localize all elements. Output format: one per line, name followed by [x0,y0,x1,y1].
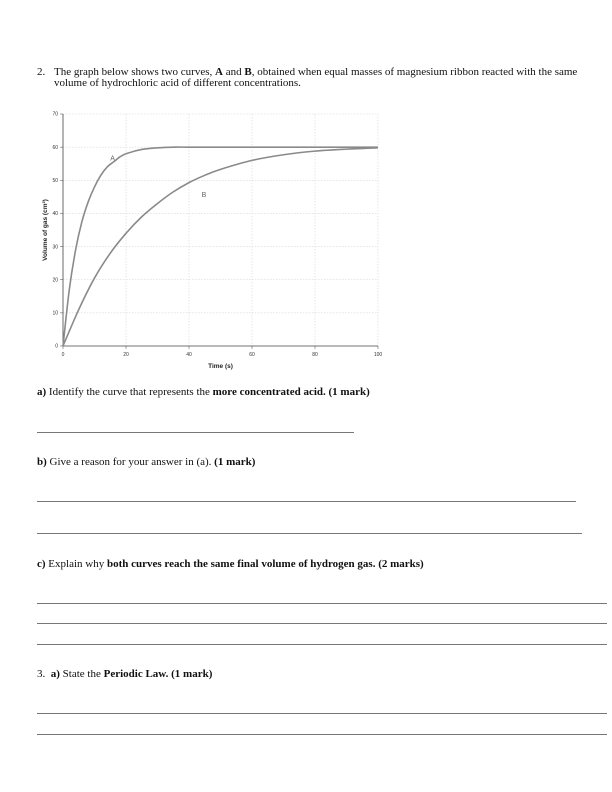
part-b-bold: (1 mark) [214,456,256,468]
question-3-answer-line-2[interactable] [37,734,607,735]
y-axis-title: Volume of gas (cm³) [42,199,49,261]
part-a-bold: more concentrated acid. (1 mark) [212,386,370,398]
curve-b [63,148,378,346]
question-2-number: 2. [37,66,46,78]
question-3-answer-line-1[interactable] [37,713,607,714]
part-c-answer-line-1[interactable] [37,603,607,604]
question-2-text: The graph below shows two curves, A and B, obtained when equal masses of magnesium ribbon reacted with the same volume of hydrochloric acid of different concentrations. [54,66,578,89]
x-tick-label: 20 [123,352,129,358]
volume-time-chart [28,102,398,372]
y-tick-label: 50 [52,177,58,184]
question-3-a-label: a) [50,668,60,680]
part-b-label: b) [37,456,47,468]
y-tick-label: 0 [55,343,58,350]
x-axis-title: Time (s) [208,363,233,370]
y-tick-label: 30 [52,244,58,251]
part-c-label: c) [37,558,46,570]
part-a-label: a) [37,386,47,398]
x-tick-label: 0 [61,352,65,358]
y-tick-label: 60 [52,144,58,151]
part-c-answer-line-3[interactable] [37,644,607,645]
part-c-question: c) Explain why both curves reach the same final volume of hydrogen gas. (2 marks) [37,558,424,570]
part-b-answer-line-1[interactable] [37,501,576,502]
curve-a-ref: A [215,66,223,78]
curve-a-label: A [110,155,115,163]
chart-grid [63,114,378,346]
chart-labels [52,112,382,358]
x-tick-label: 40 [186,352,192,358]
part-b-question: b) Give a reason for your answer in (a). (1 mark) [37,456,256,468]
question-3-a-bold: Periodic Law. (1 mark) [103,668,213,680]
part-a-answer-line[interactable] [37,432,354,433]
y-tick-label: 70 [52,111,58,118]
curve-b-label: B [201,191,207,199]
x-tick-label: 60 [249,352,255,358]
curve-b-ref: B [244,66,252,78]
y-tick-label: 40 [52,211,58,218]
x-tick-label: 80 [312,352,318,358]
part-b-answer-line-2[interactable] [37,533,582,534]
part-a-question: a) Identify the curve that represents the more concentrated acid. (1 mark) [37,386,370,398]
question-3-number: 3. [37,668,46,680]
y-tick-label: 20 [52,277,58,284]
y-tick-label: 10 [52,310,58,317]
question-3-part-a: 3. a) State the Periodic Law. (1 mark) [37,668,213,680]
chart-svg [28,102,398,372]
part-c-bold: both curves reach the same final volume of hydrogen gas. (2 marks) [106,558,424,570]
x-tick-label: 100 [373,352,383,358]
part-c-answer-line-2[interactable] [37,623,607,624]
